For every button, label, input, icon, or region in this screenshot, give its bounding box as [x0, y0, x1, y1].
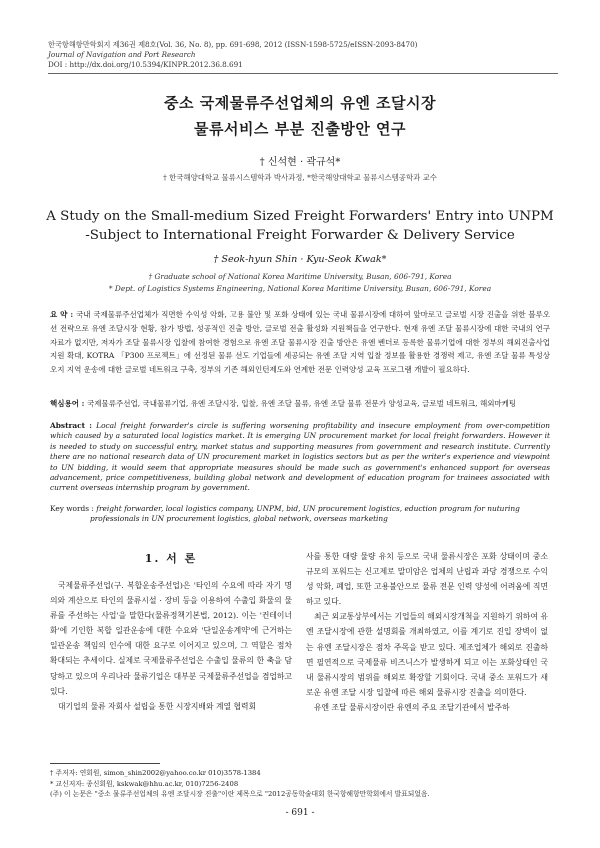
- korean-title-line2: 물류서비스 부분 진출방안 연구: [193, 120, 407, 138]
- footnote-main-author: † 주저자: 연회원, simon_shin2002@yahoo.co.kr 010)3578-1384: [50, 769, 261, 777]
- english-affiliation-line2: * Dept. of Logistics Systems Engineering, National Korea Maritime University, Busan, 606-791, Korea: [108, 284, 492, 293]
- english-affiliation-line1: † Graduate school of National Korea Maritime University, Busan, 606-791, Korea: [148, 272, 452, 281]
- section-heading: 1. 서 론: [144, 552, 198, 565]
- english-abstract-label: Abstract :: [50, 421, 97, 430]
- english-abstract: [50, 421, 550, 494]
- english-abstract-text: Local freight forwarder's circle is suffering worsening profitability and insecure employment from over-competition which caused by a saturated local logistics market. It is emerging UN procurement market for local freight forwarders. However it is needed to study on successful entry, market status and supporting measures from government and research institute. Currently there are no national research data of UN procurement market in logistics sectors but as per the writer's experience and viewpoint to UN bidding, it would seem that appropriate measures should be made such as government's enhanced support for overseas advancement, price competitiveness, building global network and development of education program for trainees associated with current overseas internship program by government.: [50, 421, 550, 493]
- korean-affiliation: † 한국해양대학교 물류시스템학과 박사과정, *한국해양대학교 물류시스템공학과 교수: [163, 173, 437, 182]
- body-column-left: [50, 548, 292, 714]
- korean-keywords: [50, 398, 550, 410]
- journal-citation-line: 한국항해항만학회지 제36권 제8호(Vol. 36, No. 8), pp. 691-698, 2012 (ISSN-1598-5725/eISSN-2093-8470): [48, 40, 418, 49]
- korean-keywords-text: 국제물류주선업, 국내물류기업, 유엔 조달시장, 입찰, 유엔 조달 물류, 유엔 조달 물류 전문가 양성교육, 글로벌 네트워크, 해외마케팅: [86, 399, 517, 408]
- doi-line: DOI : http://dx.doi.org/10.5394/KINPR.2012.36.8.691: [48, 60, 243, 69]
- footnotes: [50, 768, 550, 800]
- journal-name: Journal of Navigation and Port Research: [48, 50, 196, 59]
- body-paragraph: 최근 외교통상부에서는 기업들의 해외시장개척을 지원하기 위하여 유엔 조달시장에 관한 설명회를 개최하였고, 이를 계기로 진입 장벽이 없는 유엔 조달시장은 점차 주목을 받고 있다. 제조업체가 해외로 진출하면 필연적으로 국제물류 비즈니스가 발생하게 되고 이는 포화상태인 국내 물류시장의 범위를 해외로 확장할 기회이다. 국내 중소 포워드가 새로운 유엔 조달 시장 입찰에 따른 해외 물류시장 진출을 의미한다.: [306, 612, 548, 697]
- body-column-right: [306, 549, 548, 715]
- english-keywords: [50, 504, 550, 525]
- footnote-rule: [50, 763, 160, 764]
- korean-keywords-label: 핵심용어 :: [50, 399, 87, 408]
- english-authors: † Seok-hyun Shin · Kyu-Seok Kwak*: [213, 254, 387, 265]
- korean-abstract-label: 요 약 :: [50, 310, 77, 319]
- korean-abstract-text: 국내 국제물류주선업체가 직면한 수익성 악화, 고용 불안 및 포화 상태에 있는 국내 물류시장에 대하여 앞마로고 글로벌 시장 진출을 위한 블루오션 전략으로 유엔 조달시장 현황, 참가 방법, 성공적인 진출 방안, 글로벌 전출 활성화 지원책들을 연구한다. 현재 유엔 조달 물류시장에 대한 국내의 연구 자료가 없지만, 저자가 조달 물류시장 입찰에 참여한 경험으로 유엔 조달 물류시장 진출 방안은 유엔 벤더로 등록한 물류기업에 대한 정부의 해외진출사업 지원 확대, KOTRA 「P300 프로젝트」에 선정된 물류 선도 기업들에 세공되는 유엔 조달 지역 입찰 정보를 활용한 경쟁력 제고, 유엔 조달 물류 특성상 오지 지역 운송에 대한 글로벌 네트워크 구축, 정부의 기존 해외인턴제도와 연계한 전문 인력양성 교육 프로그램 개발이 필요하다.: [50, 310, 551, 375]
- header-rule: [48, 73, 558, 74]
- journal-header: [48, 40, 558, 70]
- english-keywords-text-cont: professionals in UN procurement logistics, global network, overseas marketing: [90, 514, 388, 524]
- body-paragraph: 유엔 조달 물류시장이란 유엔의 주요 조달기관에서 발주하: [314, 702, 510, 712]
- body-paragraph: 사를 통한 대량 물량 유치 등으로 국내 물류시장은 포화 상태이며 중소 규모의 포워드는 신고제로 말미암은 업체의 난립과 과당 경쟁으로 수익성 악화, 폐업, 또한 고용불안으로 물류 전문 인력 양성에 어려움에 직면하고 있다.: [306, 552, 548, 607]
- footnote-corresponding-author: * 교신저자: 종신회원, kskwak@hhu.ac.kr, 010)7256-2408: [50, 779, 239, 788]
- footnote-note: (주) 이 논문은 "중소 물류주선업체의 유엔 조달시장 진출"이란 제목으로 "2012공동학술대회 한국항해항만학회에서 발표되었음.: [50, 790, 430, 798]
- english-title-line1: A Study on the Small-medium Sized Freight Forwarders' Entry into UNPM: [46, 209, 554, 224]
- korean-title-line1: 중소 국제물류주선업체의 유엔 조달시장: [164, 94, 436, 112]
- english-keywords-label: Key words :: [50, 504, 97, 513]
- body-paragraph: 대기업의 물류 자회사 설립을 통한 시장지배와 계열 협력회: [58, 701, 257, 711]
- page-number: - 691 -: [285, 808, 315, 818]
- korean-abstract: [50, 308, 550, 377]
- body-paragraph: 국제물류주선업(구. 복합운송주선업)은 '타인의 수요에 따라 자기 명의와 계산으로 타인의 물류시설 · 장비 등을 이용하여 수출입 화물의 물류를 주선하는 사업'을 말한다(물류정책기본법, 2012). 이는 '컨테이너화'에 기인한 복합 일관운송에 대한 수요와 '단일운송계약'에 근거하는 일관운송 책임의 인수에 대한 요구로 이어지고 있으며, 그 역할은 점차 확대되는 추세이다. 실제로 국제물류주선업은 수출입 물류의 한 축을 담당하고 있으며 우리나라 물류기업은 대부분 국제물류주선업을 겸업하고 있다.: [50, 581, 292, 696]
- korean-authors: † 신석현 · 곽규석*: [259, 157, 341, 168]
- english-keywords-text: freight forwarder, local logistics company, UNPM, bid, UN procurement logistics, eduction program for nuturing: [96, 504, 520, 513]
- english-title-line2: -Subject to International Freight Forwarder & Delivery Service: [85, 228, 515, 243]
